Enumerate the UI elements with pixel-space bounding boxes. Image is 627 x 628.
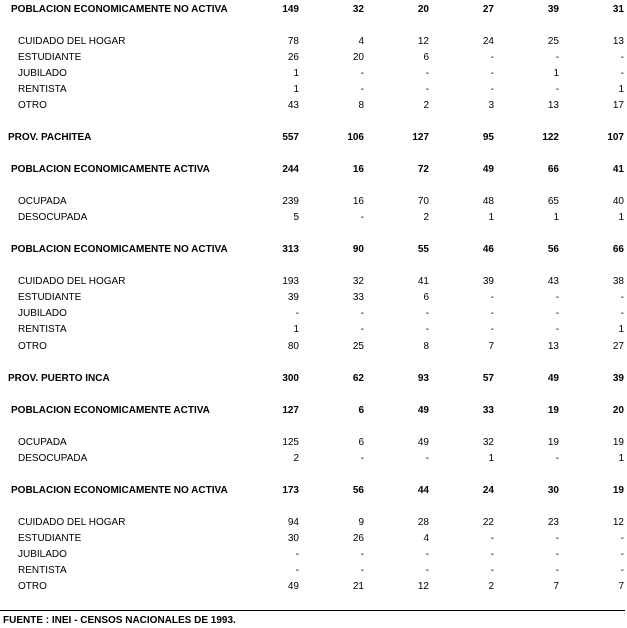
cell-col-3: 70 [417, 196, 429, 207]
cell-col-6: 7 [618, 581, 624, 592]
row-label: POBLACION ECONOMICAMENTE NO ACTIVA [11, 244, 228, 255]
cell-col-1: 39 [287, 292, 299, 303]
cell-col-1: 2 [293, 453, 299, 464]
table-row [0, 580, 627, 594]
cell-col-6: 17 [612, 100, 624, 111]
cell-col-5: - [555, 533, 559, 544]
cell-col-2: - [360, 68, 364, 79]
cell-col-1: 244 [282, 164, 299, 175]
cell-col-5: 49 [547, 373, 559, 384]
cell-col-5: 56 [547, 244, 559, 255]
cell-col-2: 56 [352, 485, 364, 496]
cell-col-5: 122 [542, 132, 559, 143]
cell-col-5: 13 [547, 100, 559, 111]
section-row [0, 243, 627, 257]
row-label: CUIDADO DEL HOGAR [18, 517, 126, 528]
cell-col-1: 1 [293, 68, 299, 79]
row-label: OTRO [18, 100, 47, 111]
cell-col-2: 32 [352, 4, 364, 15]
row-label: DESOCUPADA [18, 212, 88, 223]
cell-col-1: 49 [287, 581, 299, 592]
cell-col-1: 5 [293, 212, 299, 223]
cell-col-2: 9 [358, 517, 364, 528]
cell-col-1: 173 [282, 485, 299, 496]
cell-col-2: 106 [347, 132, 364, 143]
row-label: JUBILADO [18, 68, 67, 79]
cell-col-5: 23 [547, 517, 559, 528]
row-label: PROV. PACHITEA [8, 132, 92, 143]
cell-col-2: 6 [358, 405, 364, 416]
row-label: POBLACION ECONOMICAMENTE NO ACTIVA [11, 4, 228, 15]
cell-col-1: - [295, 308, 299, 319]
cell-col-2: 90 [352, 244, 364, 255]
cell-col-5: - [555, 549, 559, 560]
cell-col-6: - [620, 292, 624, 303]
cell-col-4: 24 [482, 485, 494, 496]
cell-col-6: - [620, 308, 624, 319]
cell-col-2: - [360, 84, 364, 95]
row-label: OCUPADA [18, 437, 67, 448]
row-label: OTRO [18, 581, 47, 592]
cell-col-1: 94 [287, 517, 299, 528]
cell-col-2: 21 [352, 581, 364, 592]
row-label: POBLACION ECONOMICAMENTE NO ACTIVA [11, 485, 228, 496]
cell-col-3: 93 [417, 373, 429, 384]
cell-col-4: 2 [488, 581, 494, 592]
row-label: JUBILADO [18, 549, 67, 560]
cell-col-2: - [360, 565, 364, 576]
section-row [0, 163, 627, 177]
cell-col-6: 19 [612, 437, 624, 448]
cell-col-6: 38 [612, 276, 624, 287]
cell-col-1: 26 [287, 52, 299, 63]
cell-col-6: 1 [618, 324, 624, 335]
cell-col-5: 1 [553, 212, 559, 223]
cell-col-3: - [425, 308, 429, 319]
row-label: RENTISTA [18, 84, 67, 95]
cell-col-4: 32 [482, 437, 494, 448]
section-row [0, 404, 627, 418]
table-row [0, 307, 627, 321]
cell-col-4: - [490, 533, 494, 544]
table-row [0, 195, 627, 209]
cell-col-1: - [295, 549, 299, 560]
cell-col-2: 33 [352, 292, 364, 303]
cell-col-3: 127 [412, 132, 429, 143]
footer-divider [0, 610, 625, 611]
table-row [0, 99, 627, 113]
cell-col-4: 95 [482, 132, 494, 143]
cell-col-3: 12 [417, 581, 429, 592]
cell-col-5: 25 [547, 36, 559, 47]
cell-col-2: 6 [358, 437, 364, 448]
cell-col-3: 41 [417, 276, 429, 287]
cell-col-1: 149 [282, 4, 299, 15]
cell-col-3: 49 [417, 437, 429, 448]
row-label: PROV. PUERTO INCA [8, 373, 110, 384]
cell-col-2: - [360, 308, 364, 319]
cell-col-3: 6 [423, 292, 429, 303]
cell-col-6: 41 [612, 164, 624, 175]
cell-col-1: 1 [293, 324, 299, 335]
cell-col-6: 12 [612, 517, 624, 528]
cell-col-4: - [490, 84, 494, 95]
cell-col-6: - [620, 549, 624, 560]
cell-col-4: - [490, 68, 494, 79]
cell-col-4: 48 [482, 196, 494, 207]
table-row [0, 211, 627, 225]
cell-col-4: - [490, 565, 494, 576]
cell-col-5: 43 [547, 276, 559, 287]
cell-col-6: - [620, 52, 624, 63]
cell-col-4: 49 [482, 164, 494, 175]
cell-col-3: 49 [417, 405, 429, 416]
cell-col-5: 30 [547, 485, 559, 496]
cell-col-6: 31 [612, 4, 624, 15]
cell-col-4: 3 [488, 100, 494, 111]
cell-col-1: 313 [282, 244, 299, 255]
cell-col-4: 39 [482, 276, 494, 287]
cell-col-6: - [620, 565, 624, 576]
cell-col-2: 4 [358, 36, 364, 47]
cell-col-5: - [555, 324, 559, 335]
cell-col-4: 24 [482, 36, 494, 47]
cell-col-4: 7 [488, 341, 494, 352]
row-label: OCUPADA [18, 196, 67, 207]
cell-col-6: 1 [618, 453, 624, 464]
table-row [0, 532, 627, 546]
cell-col-4: - [490, 324, 494, 335]
cell-col-1: 300 [282, 373, 299, 384]
cell-col-6: 13 [612, 36, 624, 47]
cell-col-6: 40 [612, 196, 624, 207]
cell-col-2: 8 [358, 100, 364, 111]
cell-col-4: - [490, 308, 494, 319]
cell-col-6: 107 [607, 132, 624, 143]
cell-col-3: 2 [423, 100, 429, 111]
cell-col-4: - [490, 292, 494, 303]
cell-col-5: 65 [547, 196, 559, 207]
cell-col-3: - [425, 549, 429, 560]
cell-col-3: 8 [423, 341, 429, 352]
cell-col-5: - [555, 308, 559, 319]
cell-col-4: 57 [482, 373, 494, 384]
table-row [0, 516, 627, 530]
cell-col-1: 78 [287, 36, 299, 47]
table-row [0, 340, 627, 354]
cell-col-5: 13 [547, 341, 559, 352]
cell-col-2: 16 [352, 196, 364, 207]
cell-col-2: 32 [352, 276, 364, 287]
cell-col-3: 72 [417, 164, 429, 175]
cell-col-4: 1 [488, 453, 494, 464]
cell-col-4: - [490, 52, 494, 63]
cell-col-1: 239 [282, 196, 299, 207]
table-row [0, 67, 627, 81]
row-label: RENTISTA [18, 324, 67, 335]
section-row [0, 484, 627, 498]
table-row [0, 291, 627, 305]
row-label: POBLACION ECONOMICAMENTE ACTIVA [11, 405, 210, 416]
cell-col-1: 43 [287, 100, 299, 111]
row-label: CUIDADO DEL HOGAR [18, 276, 126, 287]
cell-col-6: - [620, 533, 624, 544]
cell-col-4: 1 [488, 212, 494, 223]
cell-col-1: 30 [287, 533, 299, 544]
cell-col-3: - [425, 68, 429, 79]
cell-col-3: 20 [417, 4, 429, 15]
cell-col-2: 25 [352, 341, 364, 352]
cell-col-6: 19 [612, 485, 624, 496]
cell-col-4: - [490, 549, 494, 560]
cell-col-3: 4 [423, 533, 429, 544]
cell-col-5: - [555, 565, 559, 576]
cell-col-3: 6 [423, 52, 429, 63]
cell-col-3: 44 [417, 485, 429, 496]
table-row [0, 275, 627, 289]
cell-col-5: - [555, 84, 559, 95]
cell-col-6: - [620, 68, 624, 79]
cell-col-5: - [555, 292, 559, 303]
cell-col-3: - [425, 453, 429, 464]
row-label: ESTUDIANTE [18, 52, 82, 63]
table-row [0, 548, 627, 562]
row-label: OTRO [18, 341, 47, 352]
table-row [0, 564, 627, 578]
row-label: RENTISTA [18, 565, 67, 576]
cell-col-1: 80 [287, 341, 299, 352]
cell-col-2: 16 [352, 164, 364, 175]
section-row [0, 3, 627, 17]
cell-col-2: - [360, 324, 364, 335]
cell-col-2: 20 [352, 52, 364, 63]
table-row [0, 83, 627, 97]
table-row [0, 452, 627, 466]
cell-col-1: - [295, 565, 299, 576]
cell-col-4: 22 [482, 517, 494, 528]
row-label: CUIDADO DEL HOGAR [18, 36, 126, 47]
cell-col-1: 193 [282, 276, 299, 287]
cell-col-2: - [360, 212, 364, 223]
province-row [0, 131, 627, 145]
cell-col-5: 7 [553, 581, 559, 592]
cell-col-5: 19 [547, 437, 559, 448]
cell-col-5: 66 [547, 164, 559, 175]
cell-col-4: 46 [482, 244, 494, 255]
cell-col-4: 33 [482, 405, 494, 416]
row-label: DESOCUPADA [18, 453, 88, 464]
cell-col-2: - [360, 549, 364, 560]
cell-col-3: - [425, 324, 429, 335]
cell-col-3: - [425, 84, 429, 95]
cell-col-3: 2 [423, 212, 429, 223]
cell-col-5: 39 [547, 4, 559, 15]
cell-col-3: - [425, 565, 429, 576]
cell-col-6: 1 [618, 84, 624, 95]
table-row [0, 436, 627, 450]
row-label: ESTUDIANTE [18, 292, 82, 303]
cell-col-3: 28 [417, 517, 429, 528]
cell-col-5: - [555, 52, 559, 63]
row-label: POBLACION ECONOMICAMENTE ACTIVA [11, 164, 210, 175]
cell-col-5: - [555, 453, 559, 464]
cell-col-3: 12 [417, 36, 429, 47]
table-row [0, 51, 627, 65]
table-row [0, 35, 627, 49]
cell-col-1: 1 [293, 84, 299, 95]
cell-col-6: 1 [618, 212, 624, 223]
cell-col-1: 125 [282, 437, 299, 448]
cell-col-6: 39 [612, 373, 624, 384]
cell-col-1: 127 [282, 405, 299, 416]
cell-col-6: 20 [612, 405, 624, 416]
cell-col-5: 19 [547, 405, 559, 416]
table-row [0, 323, 627, 337]
row-label: ESTUDIANTE [18, 533, 82, 544]
cell-col-2: - [360, 453, 364, 464]
cell-col-5: 1 [553, 68, 559, 79]
row-label: JUBILADO [18, 308, 67, 319]
cell-col-6: 27 [612, 341, 624, 352]
cell-col-6: 66 [612, 244, 624, 255]
cell-col-2: 26 [352, 533, 364, 544]
cell-col-4: 27 [482, 4, 494, 15]
cell-col-2: 62 [352, 373, 364, 384]
cell-col-1: 557 [282, 132, 299, 143]
cell-col-3: 55 [417, 244, 429, 255]
province-row [0, 372, 627, 386]
source-note: FUENTE : INEI - CENSOS NACIONALES DE 1993. [3, 615, 236, 626]
